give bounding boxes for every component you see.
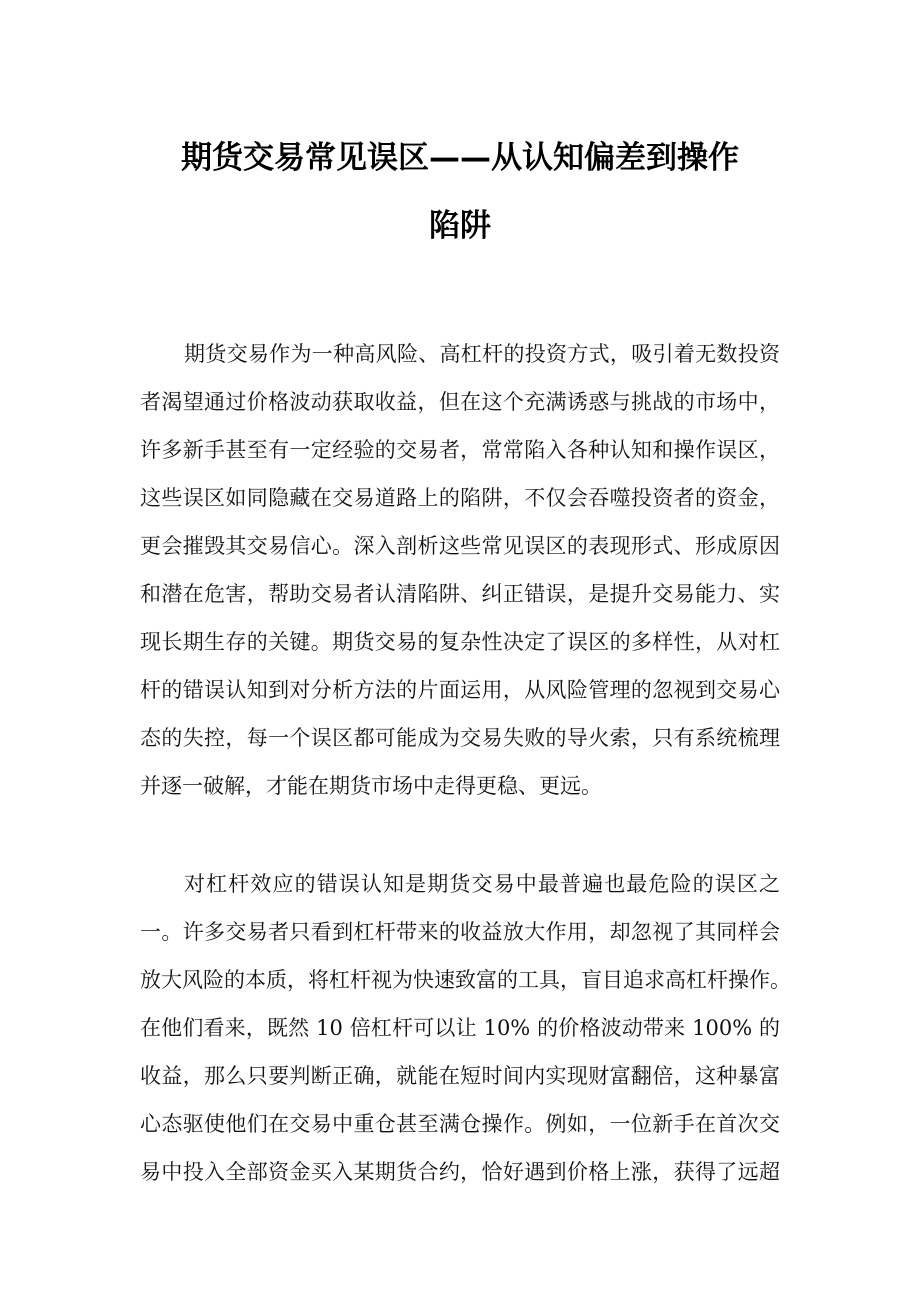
paragraph-line: 期货交易作为一种高风险、高杠杆的投资方式，吸引着无数投资 bbox=[184, 342, 780, 366]
paragraph-line: 态的失控，每一个误区都可能成为交易失败的导火索，只有系统梳理 bbox=[140, 726, 780, 750]
paragraph-line: 杆的错误认知到对分析方法的片面运用，从风险管理的忽视到交易心 bbox=[140, 678, 780, 702]
paragraph-line: 心态驱使他们在交易中重仓甚至满仓操作。例如，一位新手在首次交 bbox=[140, 1112, 780, 1136]
paragraph-line: 更会摧毁其交易信心。深入剖析这些常见误区的表现形式、形成原因 bbox=[140, 534, 780, 558]
paragraph-line: 许多新手甚至有一定经验的交易者，常常陷入各种认知和操作误区， bbox=[140, 438, 780, 462]
paragraph-line: 在他们看来，既然 10 倍杠杆可以让 10% 的价格波动带来 100% 的 bbox=[140, 1016, 780, 1040]
paragraph-line: 并逐一破解，才能在期货市场中走得更稳、更远。 bbox=[140, 774, 602, 798]
paragraph-line: 和潜在危害，帮助交易者认清陷阱、纠正错误，是提升交易能力、实 bbox=[140, 582, 780, 606]
paragraph-line: 现长期生存的关键。期货交易的复杂性决定了误区的多样性，从对杠 bbox=[140, 630, 780, 654]
paragraph-line: 一。许多交易者只看到杠杆带来的收益放大作用，却忽视了其同样会 bbox=[140, 920, 780, 944]
document-title-line-1: 期货交易常见误区——从认知偏差到操作 bbox=[181, 140, 739, 176]
paragraph-line: 者渴望通过价格波动获取收益，但在这个充满诱惑与挑战的市场中， bbox=[140, 390, 780, 414]
paragraph-line: 易中投入全部资金买入某期货合约，恰好遇到价格上涨，获得了远超 bbox=[140, 1160, 780, 1184]
paragraph-line: 收益，那么只要判断正确，就能在短时间内实现财富翻倍，这种暴富 bbox=[140, 1064, 780, 1088]
paragraph-line: 对杠杆效应的错误认知是期货交易中最普遍也最危险的误区之 bbox=[184, 872, 780, 896]
paragraph-line: 这些误区如同隐藏在交易道路上的陷阱，不仅会吞噬投资者的资金， bbox=[140, 486, 780, 510]
document-title-line-2: 陷阱 bbox=[429, 208, 491, 244]
paragraph-line: 放大风险的本质，将杠杆视为快速致富的工具，盲目追求高杠杆操作。 bbox=[140, 968, 791, 992]
